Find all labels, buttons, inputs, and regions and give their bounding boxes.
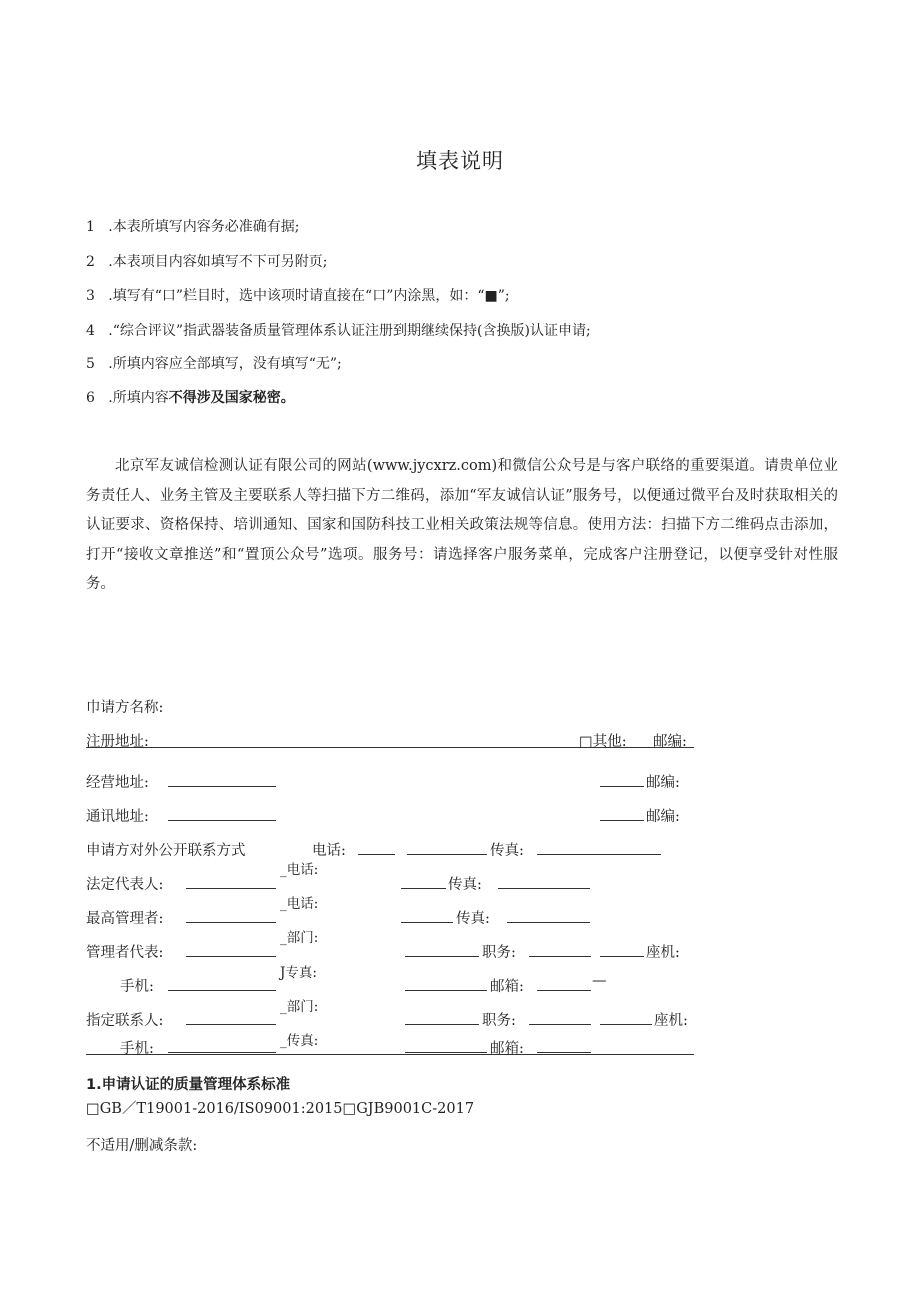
- landline-label: 座机:: [646, 945, 680, 961]
- email-field[interactable]: [537, 1052, 591, 1053]
- instruction-item: [86, 216, 299, 236]
- position-field[interactable]: [529, 1024, 591, 1025]
- contact-person-label: 指定联系人:: [86, 1013, 164, 1029]
- phone-label: _电话:: [280, 862, 319, 878]
- business-address-label: 经营地址:: [86, 775, 149, 791]
- instruction-text: .所填内容应全部填写，没有填写“无”;: [108, 356, 342, 372]
- instruction-number: 2: [86, 254, 95, 270]
- mobile-field[interactable]: [168, 1052, 276, 1053]
- fax-field[interactable]: [498, 888, 590, 889]
- mobile-label: 手机:: [120, 1041, 154, 1057]
- mobile-label: 手机:: [120, 979, 154, 995]
- department-label: _部门:: [280, 930, 319, 946]
- mailing-postcode-field[interactable]: [600, 820, 644, 821]
- fax-field[interactable]: [537, 854, 661, 855]
- fax-field[interactable]: [507, 922, 590, 923]
- top-manager-field[interactable]: [186, 922, 276, 923]
- applicant-name-label: 巾请方名称:: [86, 700, 164, 716]
- mailing-address-field[interactable]: [168, 820, 276, 821]
- instruction-text: .本表项目内容如填写不下可另附页;: [108, 254, 328, 270]
- department-label: _部门:: [280, 999, 319, 1015]
- mobile-field[interactable]: [168, 990, 276, 991]
- postcode-label: 邮编:: [653, 734, 687, 750]
- instruction-number: 6: [86, 390, 95, 406]
- position-field[interactable]: [529, 956, 591, 957]
- other-checkbox-label[interactable]: □其他:: [579, 734, 627, 750]
- phone-label: _电话:: [280, 896, 319, 912]
- standard-options[interactable]: □GB／T19001-2016/IS09001:2015□GJB9001C-2017: [86, 1101, 475, 1117]
- postcode-label: 邮编:: [646, 809, 680, 825]
- instruction-item: [86, 285, 510, 305]
- email-label: 邮箱:: [490, 1041, 524, 1057]
- instruction-number: 1: [86, 219, 95, 235]
- fax-label: 传真:: [456, 911, 490, 927]
- instruction-number: 5: [86, 356, 95, 372]
- instruction-item: [86, 353, 342, 373]
- exclusions-label: 不适用/删减条款:: [86, 1138, 198, 1154]
- fax-field[interactable]: [405, 990, 487, 991]
- instruction-text: .“综合评议”指武器装备质量管理体系认证注册到期继续保持(含换版)认证申请;: [108, 323, 591, 339]
- postcode-label: 邮编:: [646, 775, 680, 791]
- top-manager-label: 最高管理者:: [86, 911, 164, 927]
- phone-field[interactable]: [358, 854, 395, 855]
- instruction-item: [86, 320, 591, 340]
- mailing-address-label: 通讯地址:: [86, 809, 149, 825]
- fax-field[interactable]: [405, 1052, 487, 1053]
- instruction-text: .所填内容: [108, 390, 169, 406]
- phone-label: 电话:: [312, 843, 346, 859]
- instruction-number: 4: [86, 323, 95, 339]
- position-label: 职务:: [482, 945, 516, 961]
- landline-field[interactable]: [600, 956, 644, 957]
- email-label: 邮箱:: [490, 979, 524, 995]
- fax-label: 传真:: [490, 843, 524, 859]
- fax-label: 传真:: [448, 877, 482, 893]
- instruction-bold-text: 不得涉及国家秘密。: [168, 390, 295, 406]
- phone-field[interactable]: [401, 922, 453, 923]
- department-field[interactable]: [405, 956, 479, 957]
- department-field[interactable]: [405, 1024, 479, 1025]
- business-postcode-field[interactable]: [600, 786, 644, 787]
- registered-address-label: 注册地址:: [86, 734, 149, 750]
- landline-label: 座机:: [654, 1013, 688, 1029]
- mgmt-rep-field[interactable]: [186, 956, 276, 957]
- registered-address-line[interactable]: [86, 747, 694, 748]
- fax-label: J专真:: [280, 965, 317, 981]
- phone-field[interactable]: [401, 888, 446, 889]
- form-bottom-line: [86, 1054, 694, 1055]
- page-title: 填表说明: [416, 149, 504, 173]
- contact-person-field[interactable]: [186, 1024, 276, 1025]
- email-field-tail: —: [592, 973, 607, 989]
- instruction-text: .本表所填写内容务必准确有据;: [108, 219, 300, 235]
- mgmt-rep-label: 管理者代表:: [86, 945, 164, 961]
- public-contact-label: 申请方对外公开联系方式: [86, 843, 246, 859]
- email-field[interactable]: [537, 990, 591, 991]
- phone-field[interactable]: [407, 854, 487, 855]
- business-address-field[interactable]: [168, 786, 276, 787]
- section-heading: 1.申请认证的质量管理体系标准: [86, 1077, 291, 1093]
- instruction-item: [86, 387, 295, 407]
- instruction-item: [86, 251, 327, 271]
- instruction-number: 3: [86, 288, 95, 304]
- intro-paragraph: 北京军友诚信检测认证有限公司的网站(www.jycxrz.com)和微信公众号是与客户联络的重要渠道。请贵单位业务责任人、业务主管及主要联系人等扫描下方二维码，添加“军友诚信认证”服务号，以便通过微平台及时获取相关的认证要求、资格保持、培训通知、国家和国防科技工业相关政策法规等信息。使用方法：扫描下方二维码点击添加，打开“接收文章推送”和“置顶公众号”选项。服务号：请选择客户服务菜单，完成客户注册登记，以便享受针对性服务。: [86, 458, 838, 592]
- legal-rep-field[interactable]: [186, 888, 276, 889]
- landline-field[interactable]: [600, 1024, 652, 1025]
- fax-label: _传真:: [280, 1033, 319, 1049]
- instruction-text: .填写有“口”栏目时，选中该项时请直接在“口”内涂黑，如：“■”;: [108, 288, 510, 304]
- position-label: 职务:: [482, 1013, 516, 1029]
- legal-rep-label: 法定代表人:: [86, 877, 164, 893]
